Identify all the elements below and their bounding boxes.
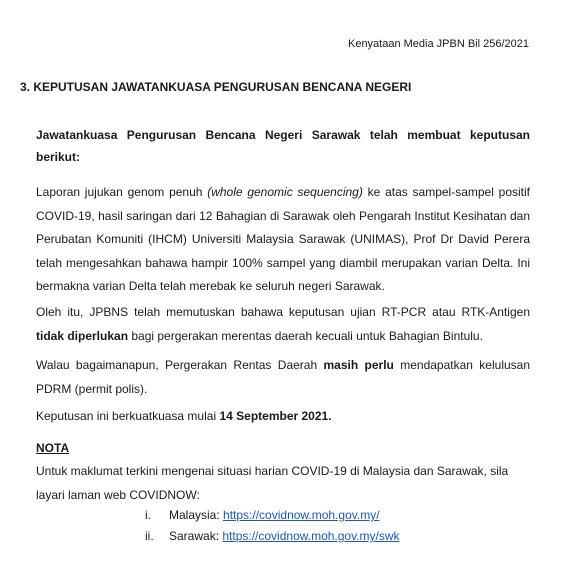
para1-text-a: Laporan jujukan genom penuh	[36, 185, 208, 199]
test-requirement-paragraph	[36, 301, 530, 348]
para2-text-a: Oleh itu, JPBNS telah memutuskan bahawa keputusan ujian RT-PCR atau RTK-Antigen	[36, 305, 530, 319]
covidnow-malaysia-link[interactable]: https://covidnow.moh.gov.my/	[223, 508, 380, 522]
section-heading: 3. KEPUTUSAN JAWATANKUASA PENGURUSAN BENCANA NEGERI	[20, 80, 412, 94]
para1-italic-term: (whole genomic sequencing)	[207, 185, 363, 199]
para2-bold: tidak diperlukan	[36, 328, 129, 343]
effective-date-paragraph	[36, 405, 530, 429]
link-item-number: i.	[145, 508, 151, 522]
nota-heading: NOTA	[36, 441, 70, 455]
media-statement-reference: Kenyataan Media JPBN Bil 256/2021	[347, 38, 529, 50]
para3-bold: masih perlu	[323, 358, 394, 372]
link-item-sarawak	[145, 529, 400, 543]
para3-text-a: Walau bagaimanapun, Pergerakan Rentas Daerah	[36, 358, 324, 372]
nota-text: Untuk maklumat terkini mengenai situasi harian COVID-19 di Malaysia dan Sarawak, sila layari laman web COVIDNOW:	[36, 464, 509, 502]
effective-date: 14 September 2021.	[219, 409, 332, 423]
link-item-malaysia	[145, 508, 380, 522]
link-item-number: ii.	[145, 529, 154, 543]
genome-sequencing-paragraph	[36, 181, 530, 299]
para3-text-b: mendapatkan kelulusan PDRM (permit polis).	[36, 358, 531, 396]
link-item-label: Sarawak:	[169, 529, 223, 543]
link-item-label: Malaysia:	[169, 508, 224, 522]
para1-text-b: ke atas sampel-sampel positif COVID-19, hasil saringan dari 12 Bahagian di Sarawak oleh Pengarah Institut Kesihatan dan Perubatan Komuniti (IHCM) Universiti Malaysia Sarawak (UNIMAS), Prof Dr David Perera telah mengesahkan bahawa hampir 100% sampel yang diambil merupakan varian Delta. Ini bermakna varian Delta telah merebak ke seluruh negeri Sarawak.	[36, 185, 531, 293]
para4-text-a: Keputusan ini berkuatkuasa mulai	[36, 409, 220, 423]
covidnow-sarawak-link[interactable]: https://covidnow.moh.gov.my/swk	[222, 529, 400, 543]
intro-paragraph: Jawatankuasa Pengurusan Bencana Negeri Sarawak telah membuat keputusan berikut:	[36, 128, 530, 164]
permit-paragraph	[36, 354, 530, 401]
para2-text-b: bagi pergerakan merentas daerah kecuali untuk Bahagian Bintulu.	[128, 328, 483, 343]
